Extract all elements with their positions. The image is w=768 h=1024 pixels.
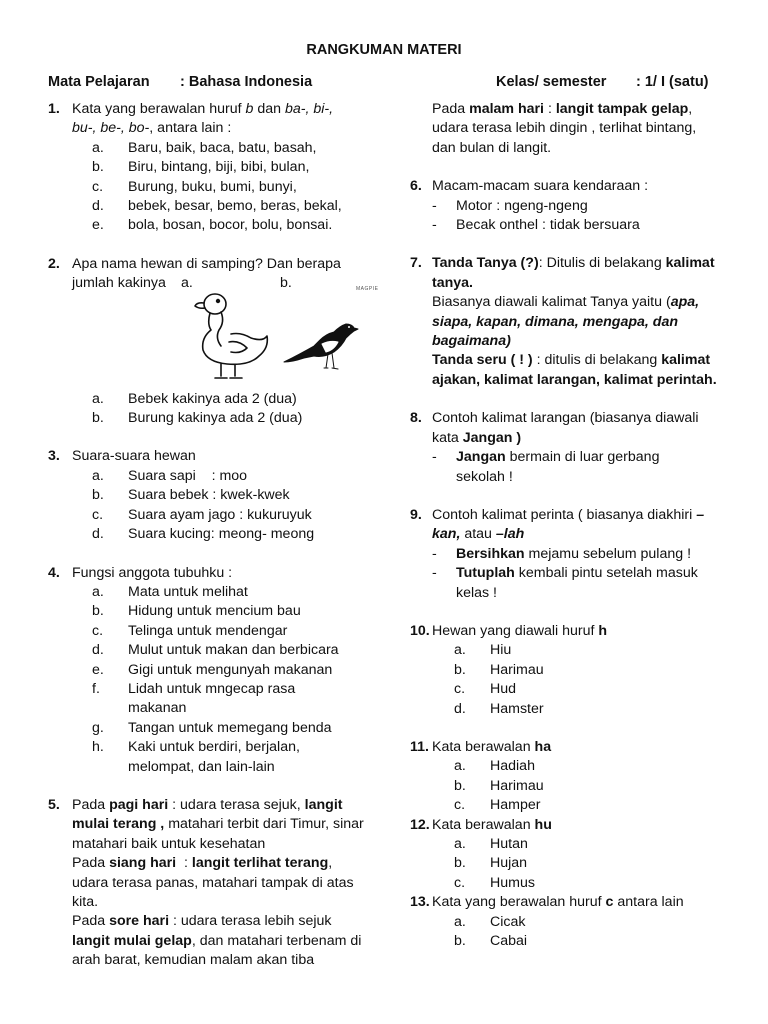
item-dash: - [432, 449, 437, 466]
q11-text: Kata berawalan [432, 738, 535, 755]
list-item [92, 583, 378, 602]
item-text: Suara kucing: meong- meong [128, 526, 315, 543]
item-text: mejamu sebelum pulang ! [524, 545, 692, 562]
q5-text: , udara terasa panas, matahari tampak di atas kita. [72, 855, 354, 910]
item-text: Cabai [490, 933, 528, 950]
list-item [454, 641, 730, 660]
item-dash: - [432, 197, 437, 214]
list-item [92, 216, 378, 235]
class-value: : 1/ I (satu) [636, 74, 709, 90]
question-number: 7. [410, 255, 422, 272]
item-text: Hujan [490, 855, 528, 872]
duck-icon [193, 290, 279, 390]
q5-text-bold: sore hari [109, 913, 170, 930]
q5-text: : [544, 101, 556, 117]
q2-line-2: jumlah kakinya [72, 275, 166, 292]
list-item [432, 545, 730, 564]
item-text: Harimau [490, 777, 544, 794]
q9-text: atau [460, 526, 496, 543]
q12-text-bold: hu [534, 816, 552, 833]
item-letter: a. [92, 467, 104, 484]
item-letter: b. [92, 159, 104, 176]
q8-text-bold: Jangan ) [462, 429, 522, 446]
item-text: Bebek kakinya ada 2 (dua) [128, 390, 297, 407]
list-item [92, 409, 378, 428]
q5-text-bold: siang hari [109, 855, 177, 872]
list-item [92, 680, 306, 719]
item-text: Biru, bintang, biji, bibi, bulan, [128, 159, 310, 176]
list-item [92, 158, 378, 177]
list-item [92, 602, 378, 621]
list-item [92, 622, 378, 641]
question-12 [410, 816, 730, 835]
list-item [432, 197, 730, 216]
subject-value: : Bahasa Indonesia [180, 74, 313, 90]
list-item [92, 506, 378, 525]
item-letter: c. [454, 681, 466, 698]
q7-text-bold: kalimat ajakan, kalimat larangan, kalimat perintah. [432, 352, 717, 388]
q10-text-bold: h [598, 622, 608, 639]
q5-text: Pada [72, 796, 110, 813]
item-letter: d. [92, 642, 104, 659]
item-letter: b. [454, 933, 466, 950]
question-number: 9. [410, 506, 422, 523]
item-letter: b. [92, 603, 104, 620]
item-letter: a. [454, 836, 466, 852]
left-column [48, 100, 378, 971]
item-text: Hud [490, 681, 517, 698]
question-number: 5. [48, 796, 60, 813]
q5-text: , dan matahari terbenam di arah barat, kemudian malam akan tiba [72, 932, 362, 969]
item-text: Tangan untuk memegang benda [128, 719, 332, 736]
item-letter: c. [92, 178, 104, 195]
q5-text: : udara terasa sejuk, [168, 796, 305, 813]
item-text: Hiu [490, 642, 512, 659]
list-item [92, 486, 378, 505]
q7-text-bold: Tanda seru ( ! ) [432, 352, 533, 369]
question-number: 4. [48, 564, 60, 581]
item-text: Motor : ngeng-ngeng [456, 197, 588, 214]
q11-text-bold: ha [534, 738, 552, 755]
list-item [92, 390, 378, 409]
item-text: kembali pintu setelah masuk kelas ! [456, 565, 698, 601]
q7-text-bold: Tanda Tanya (?) [432, 255, 539, 272]
item-text: Suara bebek : kwek-kwek [128, 487, 290, 504]
list-item [454, 874, 730, 893]
q1-text-f: , antara lain : [149, 120, 232, 137]
item-text: Hadiah [490, 758, 535, 775]
item-text: bola, bosan, bocor, bolu, bonsai. [128, 217, 333, 234]
item-letter: d. [92, 198, 104, 215]
q5-text-bold: langit terlihat terang [191, 855, 329, 872]
item-letter: b. [92, 410, 104, 427]
q9-text-bold-italic: –lah [495, 526, 525, 543]
list-item [432, 216, 730, 235]
item-dash: - [432, 565, 437, 582]
q13-text: antara lain [613, 894, 684, 911]
item-text: Burung, buku, bumi, bunyi, [128, 178, 297, 195]
list-item [454, 796, 730, 815]
q5-text: : udara terasa lebih sejuk [169, 913, 332, 930]
item-text: Hamper [490, 797, 541, 814]
q9-text: Contoh kalimat perinta ( biasanya diakhiri [432, 506, 697, 523]
question-number: 13. [410, 894, 430, 911]
question-9 [410, 506, 727, 545]
q3-text: Suara-suara hewan [72, 448, 196, 465]
item-text: Suara ayam jago : kukuruyuk [128, 506, 312, 523]
q7-text-bold-italic: apa, siapa, kapan, dimana, mengapa, dan bagaimana) [432, 294, 700, 350]
list-item [454, 913, 730, 932]
question-11 [410, 738, 730, 757]
item-letter: c. [454, 874, 466, 891]
q1-text: Kata yang berawalan huruf [72, 101, 246, 117]
list-item [92, 525, 378, 544]
item-letter: h. [92, 739, 104, 756]
item-text: Kaki untuk berdiri, berjalan, melompat, dan lain-lain [128, 739, 300, 775]
item-text: Harimau [490, 661, 544, 678]
item-letter: e. [92, 217, 104, 234]
q8-text: Contoh kalimat larangan (biasanya diawali kata [432, 410, 699, 446]
item-letter: f. [92, 680, 100, 697]
question-7 [410, 254, 722, 390]
item-letter: b. [454, 777, 466, 794]
q5-text-bold: langit mulai terang , [72, 796, 343, 833]
item-text: Cicak [490, 913, 526, 930]
q1-text-b: b [245, 101, 254, 117]
q10-text: Hewan yang diawali huruf [432, 622, 599, 639]
question-number: 2. [48, 255, 60, 272]
item-text: Burung kakinya ada 2 (dua) [128, 410, 303, 427]
item-letter: c. [454, 797, 466, 814]
list-item [454, 680, 730, 699]
question-2 [48, 255, 378, 294]
magpie-bird-icon [280, 312, 360, 374]
question-4 [48, 564, 378, 583]
q1-text-e: bu-, be-, bo- [72, 120, 150, 137]
item-letter: b. [454, 661, 466, 678]
item-letter: g. [92, 719, 104, 736]
list-item [92, 641, 378, 660]
item-text: bermain di luar gerbang sekolah ! [456, 449, 660, 485]
animal-images [48, 294, 378, 390]
item-letter: c. [92, 622, 104, 639]
list-item [432, 564, 726, 603]
question-1 [48, 100, 378, 139]
list-item [454, 661, 730, 680]
q1-text-c: dan [253, 101, 285, 117]
item-text: Telinga untuk mendengar [128, 622, 288, 639]
item-letter: a. [92, 139, 104, 156]
q7-text: : ditulis di belakang [532, 352, 662, 369]
q2-image-caption: MAGPIE [356, 285, 379, 292]
class-label: Kelas/ semester [496, 74, 607, 90]
item-letter: b. [92, 487, 104, 504]
list-item [454, 777, 730, 796]
question-5-continued [410, 100, 722, 158]
item-text: bebek, besar, bemo, beras, bekal, [128, 198, 342, 215]
question-number: 10. [410, 622, 430, 639]
subject-label: Mata Pelajaran [48, 74, 150, 90]
q7-text: Biasanya diawali kalimat Tanya yaitu ( [432, 294, 671, 311]
question-number: 6. [410, 178, 422, 195]
q5-text: Pada [432, 101, 470, 117]
item-text: Mulut untuk makan dan berbicara [128, 642, 339, 659]
q5-text-bold: langit tampak gelap [555, 101, 689, 117]
q1-text-d: ba-, bi-, [284, 101, 334, 117]
item-letter: c. [92, 506, 104, 523]
q5-text: matahari terbit dari Timur, sinar matahari baik untuk kesehatan [72, 816, 364, 852]
item-dash: - [432, 545, 437, 562]
item-letter: b. [454, 855, 466, 872]
item-letter: a. [454, 913, 466, 930]
list-item [92, 467, 378, 486]
question-number: 8. [410, 410, 422, 427]
right-column [410, 100, 730, 951]
list-item [92, 738, 338, 777]
q7-text: : Ditulis di belakang [538, 255, 666, 272]
item-text-bold: Tutuplah [456, 565, 515, 582]
q7-text-bold: kalimat tanya. [432, 255, 715, 291]
question-5 [48, 796, 368, 971]
document-title: RANGKUMAN MATERI [306, 42, 462, 58]
question-8 [410, 409, 727, 448]
q2-line-1: Apa nama hewan di samping? Dan berapa [72, 255, 341, 272]
list-item [454, 757, 730, 776]
q5-text: , udara terasa lebih dingin , terlihat bintang, dan bulan di langit. [432, 101, 697, 156]
item-letter: a. [92, 390, 104, 407]
question-3 [48, 447, 378, 466]
item-text: Hamster [490, 700, 544, 717]
q12-text: Kata berawalan [432, 816, 535, 833]
item-letter: a. [92, 583, 104, 600]
item-text: Mata untuk melihat [128, 583, 248, 600]
q5-text: Pada [72, 855, 110, 872]
q6-text: Macam-macam suara kendaraan : [432, 178, 649, 195]
q13-text-bold: c [605, 894, 614, 911]
item-letter: a. [454, 758, 466, 775]
list-item [454, 700, 730, 719]
item-text: Becak onthel : tidak bersuara [456, 217, 640, 234]
q2-image-label-a: a. [181, 274, 193, 291]
question-6 [410, 177, 730, 196]
q9-text-bold-italic: –kan, [432, 506, 705, 543]
question-number: 12. [410, 816, 430, 833]
q5-text: : [176, 855, 192, 872]
q5-text-bold: langit mulai gelap [72, 932, 192, 949]
item-text: Gigi untuk mengunyah makanan [128, 661, 333, 678]
item-text: Suara sapi : moo [128, 467, 248, 484]
list-item [454, 854, 730, 873]
list-item [92, 719, 378, 738]
q13-text: Kata yang berawalan huruf [432, 894, 606, 911]
item-letter: a. [454, 642, 466, 659]
item-text: Hutan [490, 836, 528, 852]
item-text: Lidah untuk mngecap rasa makanan [128, 680, 296, 717]
item-text-bold: Bersihkan [456, 545, 525, 562]
q2-image-label-b: b. [280, 274, 292, 291]
list-item [92, 178, 378, 197]
q5-text-bold: malam hari [469, 101, 544, 117]
item-text-bold: Jangan [456, 449, 506, 466]
list-item [454, 835, 730, 854]
item-letter: d. [92, 526, 104, 543]
item-letter: d. [454, 700, 466, 717]
list-item [92, 661, 378, 680]
item-letter: e. [92, 661, 104, 678]
list-item [92, 197, 378, 216]
item-dash: - [432, 217, 437, 234]
question-number: 11. [410, 738, 429, 755]
q5-text: Pada [72, 913, 110, 930]
item-text: Humus [490, 874, 535, 891]
question-13 [410, 893, 730, 912]
list-item [432, 448, 702, 487]
list-item [454, 932, 730, 951]
question-10 [410, 622, 730, 641]
item-text: Baru, baik, baca, batu, basah, [128, 139, 317, 156]
list-item [92, 139, 378, 158]
q5-text-bold: pagi hari [109, 796, 169, 813]
question-number: 3. [48, 448, 60, 465]
item-text: Hidung untuk mencium bau [128, 603, 301, 620]
q4-text: Fungsi anggota tubuhku : [72, 564, 233, 581]
question-number: 1. [48, 101, 60, 117]
